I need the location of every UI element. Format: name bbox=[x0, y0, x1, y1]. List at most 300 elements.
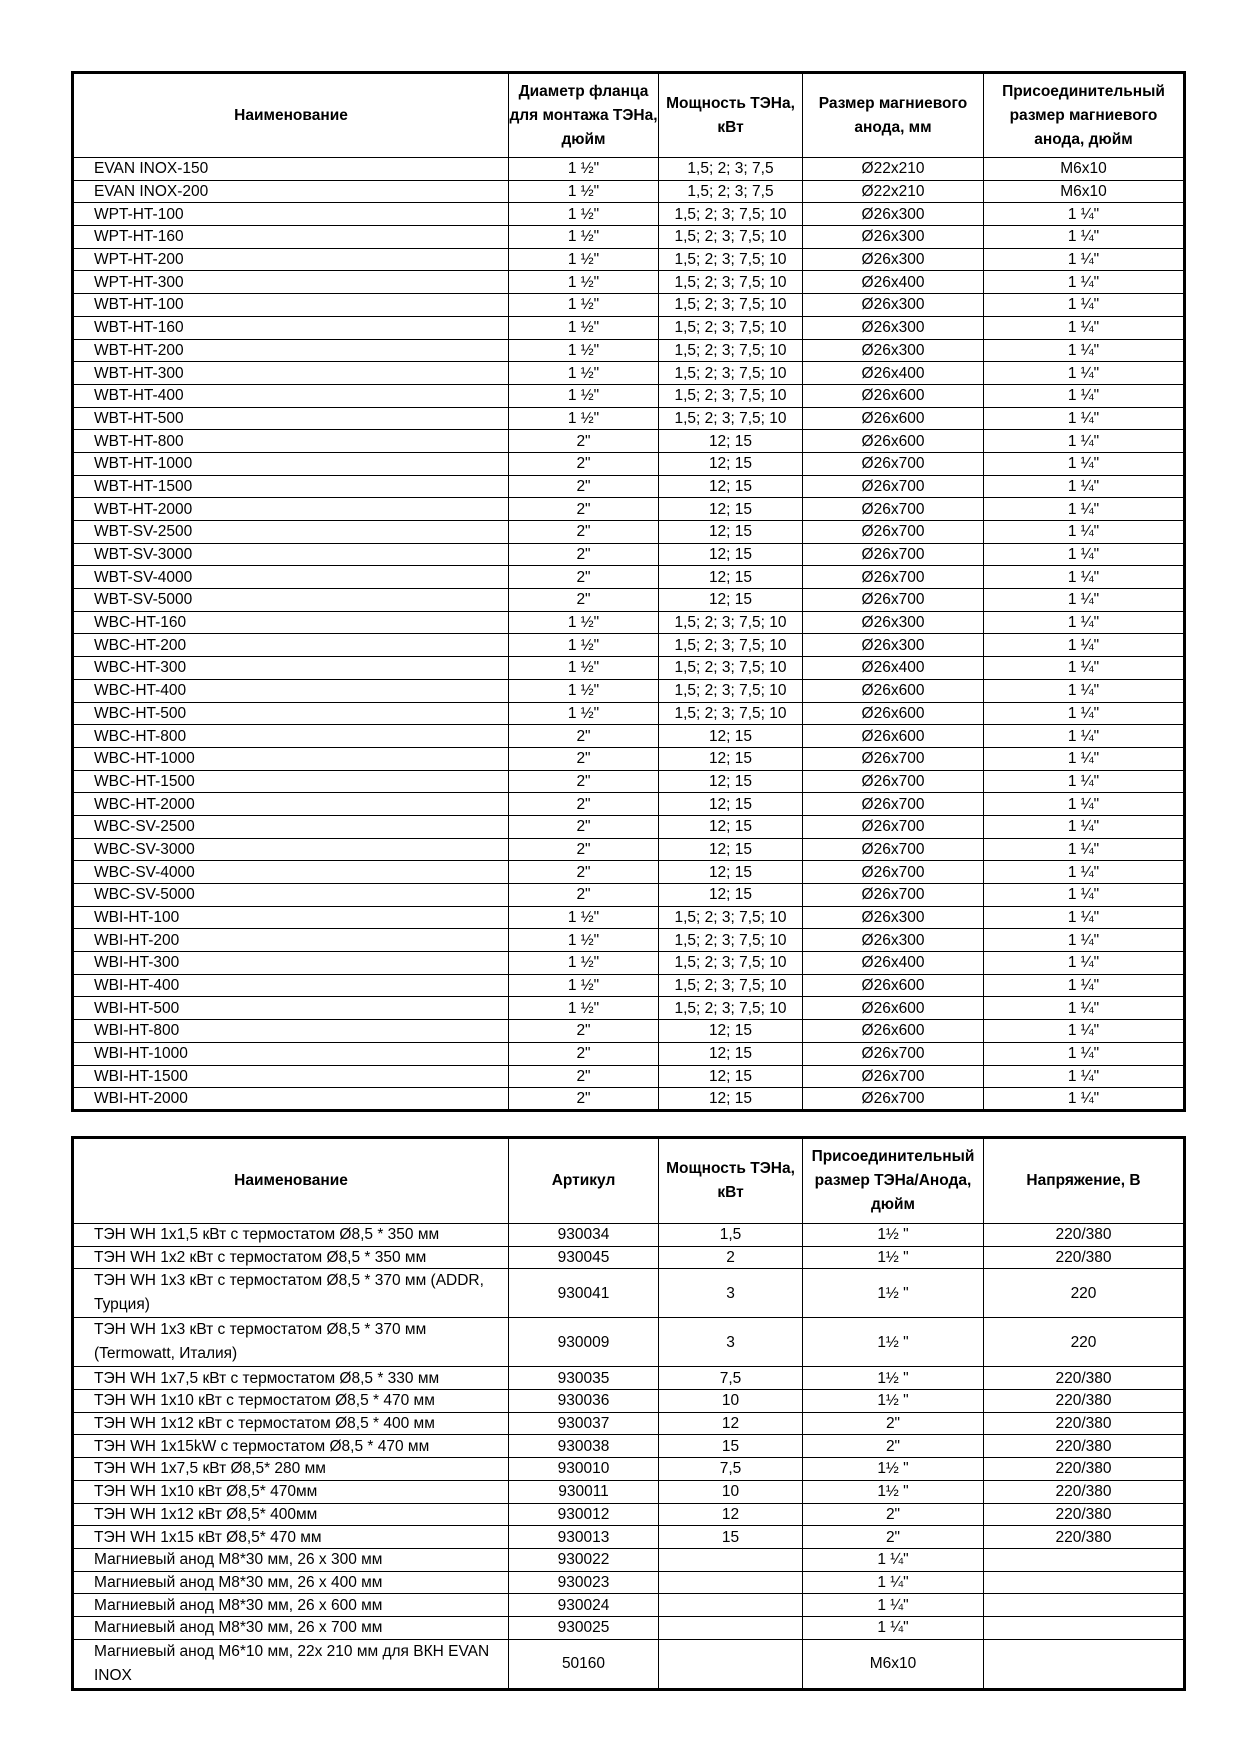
cell-anode-size: Ø26x700 bbox=[803, 838, 984, 861]
cell-flange-diameter: 2" bbox=[509, 815, 659, 838]
cell-power: 12; 15 bbox=[659, 452, 803, 475]
cell-power bbox=[659, 1594, 803, 1617]
cell-power: 12; 15 bbox=[659, 1020, 803, 1043]
cell-name: EVAN INOX-200 bbox=[73, 180, 509, 203]
cell-article: 930024 bbox=[509, 1594, 659, 1617]
table-row bbox=[73, 1435, 1185, 1458]
cell-name: WPT-HT-160 bbox=[73, 226, 509, 249]
table-row bbox=[73, 1042, 1185, 1065]
cell-anode-connection: 1 ¼" bbox=[984, 815, 1185, 838]
table-row bbox=[73, 475, 1185, 498]
cell-power: 1,5; 2; 3; 7,5; 10 bbox=[659, 226, 803, 249]
table-row bbox=[73, 203, 1185, 226]
cell-anode-size: Ø26x600 bbox=[803, 702, 984, 725]
cell-flange-diameter: 2" bbox=[509, 725, 659, 748]
cell-flange-diameter: 2" bbox=[509, 838, 659, 861]
cell-article: 930013 bbox=[509, 1526, 659, 1549]
cell-anode-size: Ø26x400 bbox=[803, 362, 984, 385]
cell-anode-connection: 1 ¼" bbox=[984, 407, 1185, 430]
table-row bbox=[73, 226, 1185, 249]
cell-anode-size: Ø26x700 bbox=[803, 566, 984, 589]
cell-name: ТЭН WH 1x3 кВт с термостатом Ø8,5 * 370 мм (Termowatt, Италия) bbox=[73, 1318, 509, 1367]
cell-name: WBT-SV-3000 bbox=[73, 543, 509, 566]
table-row bbox=[73, 1458, 1185, 1481]
cell-power: 12; 15 bbox=[659, 770, 803, 793]
cell-name: WBT-HT-300 bbox=[73, 362, 509, 385]
cell-anode-connection: 1 ¼" bbox=[984, 226, 1185, 249]
cell-flange-diameter: 2" bbox=[509, 770, 659, 793]
table-row bbox=[73, 1526, 1185, 1549]
cell-voltage: 220/380 bbox=[984, 1224, 1185, 1247]
cell-connection-size: 1½ " bbox=[803, 1390, 984, 1413]
cell-voltage: 220/380 bbox=[984, 1246, 1185, 1269]
cell-power: 12; 15 bbox=[659, 521, 803, 544]
cell-power: 7,5 bbox=[659, 1367, 803, 1390]
cell-anode-size: Ø26x700 bbox=[803, 1042, 984, 1065]
table-row bbox=[73, 271, 1185, 294]
cell-anode-connection: 1 ¼" bbox=[984, 929, 1185, 952]
cell-power: 1,5; 2; 3; 7,5; 10 bbox=[659, 997, 803, 1020]
cell-power: 1,5; 2; 3; 7,5; 10 bbox=[659, 952, 803, 975]
cell-anode-connection: 1 ¼" bbox=[984, 952, 1185, 975]
cell-name: WPT-HT-200 bbox=[73, 248, 509, 271]
cell-voltage bbox=[984, 1548, 1185, 1571]
cell-flange-diameter: 2" bbox=[509, 475, 659, 498]
cell-flange-diameter: 2" bbox=[509, 884, 659, 907]
header-power: Мощность ТЭНа, кВт bbox=[659, 73, 803, 158]
header-connection-size: Присоединительный размер ТЭНа/Анода, дюйм bbox=[803, 1138, 984, 1224]
cell-power: 1,5; 2; 3; 7,5; 10 bbox=[659, 906, 803, 929]
cell-name: ТЭН WH 1x15kW с термостатом Ø8,5 * 470 мм bbox=[73, 1435, 509, 1458]
table-row bbox=[73, 180, 1185, 203]
cell-connection-size: 1½ " bbox=[803, 1367, 984, 1390]
cell-article: 50160 bbox=[509, 1639, 659, 1689]
cell-anode-size: Ø26x700 bbox=[803, 884, 984, 907]
cell-anode-connection: 1 ¼" bbox=[984, 861, 1185, 884]
cell-anode-connection: 1 ¼" bbox=[984, 725, 1185, 748]
table-row bbox=[73, 1571, 1185, 1594]
cell-power: 1,5; 2; 3; 7,5; 10 bbox=[659, 974, 803, 997]
cell-name: WBC-HT-500 bbox=[73, 702, 509, 725]
cell-anode-size: Ø26x300 bbox=[803, 929, 984, 952]
cell-anode-size: Ø26x300 bbox=[803, 316, 984, 339]
cell-anode-connection: 1 ¼" bbox=[984, 884, 1185, 907]
cell-voltage bbox=[984, 1639, 1185, 1689]
cell-flange-diameter: 1 ½" bbox=[509, 906, 659, 929]
cell-connection-size: 1 ¼" bbox=[803, 1571, 984, 1594]
cell-flange-diameter: 2" bbox=[509, 1088, 659, 1111]
cell-anode-size: Ø26x300 bbox=[803, 294, 984, 317]
cell-voltage: 220/380 bbox=[984, 1367, 1185, 1390]
cell-anode-connection: 1 ¼" bbox=[984, 248, 1185, 271]
table-row bbox=[73, 611, 1185, 634]
cell-flange-diameter: 2" bbox=[509, 452, 659, 475]
cell-connection-size: 2" bbox=[803, 1412, 984, 1435]
cell-name: WBC-SV-3000 bbox=[73, 838, 509, 861]
cell-flange-diameter: 2" bbox=[509, 430, 659, 453]
table-row bbox=[73, 861, 1185, 884]
cell-anode-size: Ø26x300 bbox=[803, 906, 984, 929]
cell-flange-diameter: 2" bbox=[509, 747, 659, 770]
cell-anode-connection: 1 ¼" bbox=[984, 498, 1185, 521]
cell-power: 12; 15 bbox=[659, 1042, 803, 1065]
table-row bbox=[73, 339, 1185, 362]
cell-anode-connection: 1 ¼" bbox=[984, 521, 1185, 544]
cell-power: 12; 15 bbox=[659, 430, 803, 453]
cell-connection-size: M6x10 bbox=[803, 1639, 984, 1689]
cell-power: 15 bbox=[659, 1526, 803, 1549]
table-row bbox=[73, 521, 1185, 544]
cell-name: Магниевый анод M8*30 мм, 26 x 600 мм bbox=[73, 1594, 509, 1617]
cell-flange-diameter: 2" bbox=[509, 793, 659, 816]
cell-anode-size: Ø26x700 bbox=[803, 1088, 984, 1111]
table-row bbox=[73, 997, 1185, 1020]
cell-name: ТЭН WH 1x3 кВт с термостатом Ø8,5 * 370 мм (ADDR, Турция) bbox=[73, 1269, 509, 1318]
cell-flange-diameter: 1 ½" bbox=[509, 702, 659, 725]
table-row bbox=[73, 952, 1185, 975]
table-row bbox=[73, 362, 1185, 385]
cell-power: 1,5; 2; 3; 7,5; 10 bbox=[659, 657, 803, 680]
cell-voltage bbox=[984, 1594, 1185, 1617]
cell-flange-diameter: 1 ½" bbox=[509, 203, 659, 226]
cell-power: 12; 15 bbox=[659, 475, 803, 498]
cell-article: 930011 bbox=[509, 1480, 659, 1503]
cell-power: 2 bbox=[659, 1246, 803, 1269]
cell-voltage bbox=[984, 1571, 1185, 1594]
cell-flange-diameter: 1 ½" bbox=[509, 634, 659, 657]
cell-article: 930041 bbox=[509, 1269, 659, 1318]
cell-voltage bbox=[984, 1616, 1185, 1639]
cell-article: 930025 bbox=[509, 1616, 659, 1639]
cell-anode-connection: 1 ¼" bbox=[984, 1042, 1185, 1065]
cell-name: WBC-HT-1000 bbox=[73, 747, 509, 770]
cell-voltage: 220/380 bbox=[984, 1435, 1185, 1458]
cell-anode-connection: 1 ¼" bbox=[984, 339, 1185, 362]
cell-name: WBC-SV-2500 bbox=[73, 815, 509, 838]
cell-power: 1,5; 2; 3; 7,5; 10 bbox=[659, 316, 803, 339]
cell-anode-size: Ø26x300 bbox=[803, 248, 984, 271]
cell-name: WBT-HT-1500 bbox=[73, 475, 509, 498]
cell-flange-diameter: 2" bbox=[509, 498, 659, 521]
cell-power: 15 bbox=[659, 1435, 803, 1458]
cell-name: WBI-HT-100 bbox=[73, 906, 509, 929]
cell-connection-size: 1 ¼" bbox=[803, 1548, 984, 1571]
cell-name: WBC-HT-2000 bbox=[73, 793, 509, 816]
cell-anode-size: Ø26x300 bbox=[803, 339, 984, 362]
table-row bbox=[73, 793, 1185, 816]
cell-name: Магниевый анод M8*30 мм, 26 x 700 мм bbox=[73, 1616, 509, 1639]
header-article: Артикул bbox=[509, 1138, 659, 1224]
table-row bbox=[73, 589, 1185, 612]
cell-anode-connection: 1 ¼" bbox=[984, 679, 1185, 702]
cell-power: 12; 15 bbox=[659, 1065, 803, 1088]
table-row bbox=[73, 1367, 1185, 1390]
cell-anode-connection: 1 ¼" bbox=[984, 770, 1185, 793]
cell-flange-diameter: 2" bbox=[509, 1065, 659, 1088]
cell-name: ТЭН WH 1x12 кВт с термостатом Ø8,5 * 400 мм bbox=[73, 1412, 509, 1435]
cell-anode-connection: 1 ¼" bbox=[984, 634, 1185, 657]
cell-anode-size: Ø26x400 bbox=[803, 271, 984, 294]
cell-power: 12; 15 bbox=[659, 747, 803, 770]
cell-name: WBT-HT-2000 bbox=[73, 498, 509, 521]
table-row bbox=[73, 770, 1185, 793]
cell-anode-size: Ø26x700 bbox=[803, 747, 984, 770]
cell-power: 1,5; 2; 3; 7,5; 10 bbox=[659, 634, 803, 657]
cell-article: 930010 bbox=[509, 1458, 659, 1481]
cell-anode-size: Ø22x210 bbox=[803, 158, 984, 181]
cell-name: WBC-SV-4000 bbox=[73, 861, 509, 884]
cell-power: 12; 15 bbox=[659, 793, 803, 816]
cell-power: 10 bbox=[659, 1480, 803, 1503]
table-row bbox=[73, 1065, 1185, 1088]
cell-anode-connection: 1 ¼" bbox=[984, 793, 1185, 816]
table-row bbox=[73, 1020, 1185, 1043]
table-row bbox=[73, 1412, 1185, 1435]
table-row bbox=[73, 1224, 1185, 1247]
cell-article: 930034 bbox=[509, 1224, 659, 1247]
cell-anode-size: Ø26x700 bbox=[803, 543, 984, 566]
cell-anode-connection: 1 ¼" bbox=[984, 543, 1185, 566]
cell-anode-connection: 1 ¼" bbox=[984, 566, 1185, 589]
cell-power bbox=[659, 1548, 803, 1571]
table-row bbox=[73, 1639, 1185, 1689]
cell-anode-connection: 1 ¼" bbox=[984, 1020, 1185, 1043]
cell-power: 12; 15 bbox=[659, 498, 803, 521]
cell-anode-connection: 1 ¼" bbox=[984, 271, 1185, 294]
cell-name: ТЭН WH 1x15 кВт Ø8,5* 470 мм bbox=[73, 1526, 509, 1549]
cell-article: 930012 bbox=[509, 1503, 659, 1526]
cell-anode-size: Ø26x400 bbox=[803, 657, 984, 680]
cell-connection-size: 2" bbox=[803, 1503, 984, 1526]
cell-power: 1,5; 2; 3; 7,5; 10 bbox=[659, 407, 803, 430]
cell-name: WBT-HT-500 bbox=[73, 407, 509, 430]
table-row bbox=[73, 543, 1185, 566]
cell-flange-diameter: 1 ½" bbox=[509, 294, 659, 317]
cell-flange-diameter: 2" bbox=[509, 1020, 659, 1043]
table-row bbox=[73, 974, 1185, 997]
cell-anode-size: Ø26x600 bbox=[803, 997, 984, 1020]
cell-name: WBC-HT-1500 bbox=[73, 770, 509, 793]
cell-flange-diameter: 1 ½" bbox=[509, 407, 659, 430]
cell-flange-diameter: 1 ½" bbox=[509, 180, 659, 203]
table-row bbox=[73, 498, 1185, 521]
cell-name: WBI-HT-400 bbox=[73, 974, 509, 997]
cell-power: 1,5; 2; 3; 7,5; 10 bbox=[659, 271, 803, 294]
table-row bbox=[73, 1594, 1185, 1617]
table-row bbox=[73, 248, 1185, 271]
cell-connection-size: 1½ " bbox=[803, 1458, 984, 1481]
cell-name: WBT-HT-200 bbox=[73, 339, 509, 362]
cell-flange-diameter: 1 ½" bbox=[509, 384, 659, 407]
header-anode-connection: Присоединительный размер магниевого анода, дюйм bbox=[984, 73, 1185, 158]
cell-power: 1,5; 2; 3; 7,5 bbox=[659, 158, 803, 181]
cell-connection-size: 1½ " bbox=[803, 1224, 984, 1247]
table-header-row bbox=[73, 1138, 1185, 1224]
cell-anode-connection: 1 ¼" bbox=[984, 974, 1185, 997]
cell-name: WBT-SV-4000 bbox=[73, 566, 509, 589]
header-flange-diameter: Диаметр фланца для монтажа ТЭНа, дюйм bbox=[509, 73, 659, 158]
cell-flange-diameter: 1 ½" bbox=[509, 974, 659, 997]
cell-name: WBT-SV-5000 bbox=[73, 589, 509, 612]
cell-anode-size: Ø26x700 bbox=[803, 861, 984, 884]
cell-voltage: 220/380 bbox=[984, 1390, 1185, 1413]
cell-power: 12; 15 bbox=[659, 589, 803, 612]
cell-anode-size: Ø26x600 bbox=[803, 725, 984, 748]
header-power: Мощность ТЭНа, кВт bbox=[659, 1138, 803, 1224]
cell-anode-connection: 1 ¼" bbox=[984, 589, 1185, 612]
cell-name: WBT-HT-1000 bbox=[73, 452, 509, 475]
cell-anode-size: Ø26x300 bbox=[803, 611, 984, 634]
cell-power: 1,5; 2; 3; 7,5; 10 bbox=[659, 702, 803, 725]
cell-anode-connection: 1 ¼" bbox=[984, 384, 1185, 407]
cell-article: 930045 bbox=[509, 1246, 659, 1269]
cell-flange-diameter: 2" bbox=[509, 861, 659, 884]
table-row bbox=[73, 634, 1185, 657]
cell-anode-size: Ø26x600 bbox=[803, 679, 984, 702]
cell-name: WBC-HT-160 bbox=[73, 611, 509, 634]
heating-elements-table bbox=[71, 71, 1186, 1112]
cell-anode-size: Ø26x700 bbox=[803, 498, 984, 521]
cell-anode-connection: 1 ¼" bbox=[984, 838, 1185, 861]
table-row bbox=[73, 679, 1185, 702]
cell-name: WBT-HT-800 bbox=[73, 430, 509, 453]
cell-anode-connection: 1 ¼" bbox=[984, 475, 1185, 498]
cell-name: WBI-HT-200 bbox=[73, 929, 509, 952]
cell-name: Магниевый анод M8*30 мм, 26 x 300 мм bbox=[73, 1548, 509, 1571]
cell-power: 12 bbox=[659, 1503, 803, 1526]
cell-flange-diameter: 1 ½" bbox=[509, 339, 659, 362]
table-row bbox=[73, 1246, 1185, 1269]
cell-connection-size: 1½ " bbox=[803, 1480, 984, 1503]
cell-name: WPT-HT-300 bbox=[73, 271, 509, 294]
cell-anode-size: Ø26x300 bbox=[803, 634, 984, 657]
cell-flange-diameter: 1 ½" bbox=[509, 997, 659, 1020]
cell-power: 1,5; 2; 3; 7,5; 10 bbox=[659, 929, 803, 952]
cell-article: 930009 bbox=[509, 1318, 659, 1367]
cell-power bbox=[659, 1639, 803, 1689]
table-row bbox=[73, 702, 1185, 725]
cell-flange-diameter: 2" bbox=[509, 543, 659, 566]
cell-power: 12; 15 bbox=[659, 725, 803, 748]
cell-power: 1,5; 2; 3; 7,5; 10 bbox=[659, 294, 803, 317]
cell-anode-connection: 1 ¼" bbox=[984, 362, 1185, 385]
parts-table bbox=[71, 1136, 1186, 1691]
cell-anode-connection: 1 ¼" bbox=[984, 906, 1185, 929]
cell-name: ТЭН WH 1x10 кВт Ø8,5* 470мм bbox=[73, 1480, 509, 1503]
cell-article: 930036 bbox=[509, 1390, 659, 1413]
cell-anode-connection: 1 ¼" bbox=[984, 997, 1185, 1020]
cell-name: WBC-SV-5000 bbox=[73, 884, 509, 907]
table-header-row bbox=[73, 73, 1185, 158]
table-row bbox=[73, 1480, 1185, 1503]
cell-anode-connection: 1 ¼" bbox=[984, 203, 1185, 226]
cell-article: 930037 bbox=[509, 1412, 659, 1435]
cell-name: WPT-HT-100 bbox=[73, 203, 509, 226]
table-row bbox=[73, 566, 1185, 589]
cell-name: WBI-HT-1000 bbox=[73, 1042, 509, 1065]
cell-power: 3 bbox=[659, 1318, 803, 1367]
cell-anode-connection: 1 ¼" bbox=[984, 294, 1185, 317]
cell-name: WBI-HT-500 bbox=[73, 997, 509, 1020]
cell-flange-diameter: 1 ½" bbox=[509, 611, 659, 634]
cell-anode-size: Ø26x300 bbox=[803, 226, 984, 249]
header-name: Наименование bbox=[73, 1138, 509, 1224]
table-row bbox=[73, 1548, 1185, 1571]
cell-name: WBI-HT-2000 bbox=[73, 1088, 509, 1111]
header-voltage: Напряжение, В bbox=[984, 1138, 1185, 1224]
table-row bbox=[73, 407, 1185, 430]
cell-name: WBI-HT-300 bbox=[73, 952, 509, 975]
cell-power: 12 bbox=[659, 1412, 803, 1435]
table-row bbox=[73, 815, 1185, 838]
table-row bbox=[73, 1088, 1185, 1111]
cell-anode-connection: M6x10 bbox=[984, 158, 1185, 181]
cell-name: ТЭН WH 1x2 кВт с термостатом Ø8,5 * 350 мм bbox=[73, 1246, 509, 1269]
cell-anode-connection: 1 ¼" bbox=[984, 452, 1185, 475]
cell-flange-diameter: 1 ½" bbox=[509, 362, 659, 385]
table-row bbox=[73, 452, 1185, 475]
cell-power: 12; 15 bbox=[659, 861, 803, 884]
cell-name: WBC-HT-800 bbox=[73, 725, 509, 748]
cell-power bbox=[659, 1616, 803, 1639]
cell-anode-size: Ø26x600 bbox=[803, 1020, 984, 1043]
cell-power: 1,5; 2; 3; 7,5; 10 bbox=[659, 611, 803, 634]
cell-connection-size: 1 ¼" bbox=[803, 1594, 984, 1617]
cell-voltage: 220/380 bbox=[984, 1458, 1185, 1481]
table-row bbox=[73, 838, 1185, 861]
cell-connection-size: 1 ¼" bbox=[803, 1616, 984, 1639]
cell-power: 12; 15 bbox=[659, 815, 803, 838]
table-row bbox=[73, 884, 1185, 907]
cell-anode-connection: 1 ¼" bbox=[984, 1088, 1185, 1111]
cell-anode-size: Ø26x700 bbox=[803, 793, 984, 816]
header-anode-size: Размер магниевого анода, мм bbox=[803, 73, 984, 158]
cell-anode-size: Ø26x600 bbox=[803, 384, 984, 407]
cell-anode-size: Ø26x300 bbox=[803, 203, 984, 226]
cell-anode-connection: 1 ¼" bbox=[984, 430, 1185, 453]
cell-power: 1,5; 2; 3; 7,5; 10 bbox=[659, 339, 803, 362]
cell-anode-connection: 1 ¼" bbox=[984, 1065, 1185, 1088]
table-row bbox=[73, 316, 1185, 339]
cell-name: WBC-HT-200 bbox=[73, 634, 509, 657]
cell-connection-size: 1½ " bbox=[803, 1246, 984, 1269]
cell-flange-diameter: 1 ½" bbox=[509, 271, 659, 294]
cell-anode-connection: M6x10 bbox=[984, 180, 1185, 203]
table-row bbox=[73, 1503, 1185, 1526]
cell-name: Магниевый анод M6*10 мм, 22x 210 мм для ВКН EVAN INOX bbox=[73, 1639, 509, 1689]
cell-name: WBT-HT-400 bbox=[73, 384, 509, 407]
cell-power: 12; 15 bbox=[659, 543, 803, 566]
table-row bbox=[73, 158, 1185, 181]
cell-flange-diameter: 1 ½" bbox=[509, 952, 659, 975]
cell-flange-diameter: 1 ½" bbox=[509, 158, 659, 181]
cell-power: 1,5; 2; 3; 7,5; 10 bbox=[659, 248, 803, 271]
cell-power: 12; 15 bbox=[659, 884, 803, 907]
cell-anode-connection: 1 ¼" bbox=[984, 747, 1185, 770]
cell-anode-connection: 1 ¼" bbox=[984, 316, 1185, 339]
cell-flange-diameter: 1 ½" bbox=[509, 316, 659, 339]
table-row bbox=[73, 657, 1185, 680]
cell-connection-size: 2" bbox=[803, 1526, 984, 1549]
cell-name: ТЭН WH 1x7,5 кВт Ø8,5* 280 мм bbox=[73, 1458, 509, 1481]
cell-connection-size: 1½ " bbox=[803, 1318, 984, 1367]
table-row bbox=[73, 1318, 1185, 1367]
cell-power bbox=[659, 1571, 803, 1594]
cell-anode-size: Ø26x600 bbox=[803, 974, 984, 997]
cell-flange-diameter: 2" bbox=[509, 566, 659, 589]
cell-connection-size: 1½ " bbox=[803, 1269, 984, 1318]
cell-power: 1,5 bbox=[659, 1224, 803, 1247]
